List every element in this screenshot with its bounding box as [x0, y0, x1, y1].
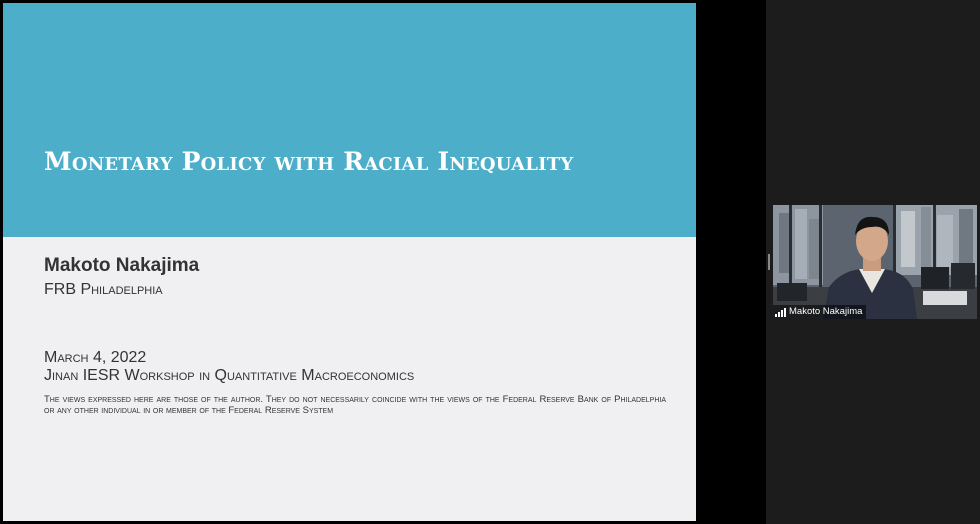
participant-video-feed [773, 205, 977, 319]
title-banner [3, 3, 696, 237]
participant-video-tile[interactable] [773, 205, 977, 319]
slide-title: Monetary Policy with Racial Inequality [44, 147, 574, 176]
slide-workshop: Jinan IESR Workshop in Quantitative Macroeconomics [44, 367, 415, 384]
participant-name: Makoto Nakajima [789, 306, 863, 317]
slide-disclaimer: The views expressed here are those of the author. They do not necessarily coincide with the views of the Federal Reserve Bank of Philadelphia or any other individual in or member of the Federal Reserve System [44, 394, 666, 416]
participant-name-tag [773, 305, 866, 319]
slide-date: March 4, 2022 [44, 349, 147, 366]
slide-author: Makoto Nakajima [44, 255, 200, 276]
signal-bars-icon [775, 308, 786, 317]
panel-resize-handle[interactable] [768, 254, 770, 270]
slide-affiliation: FRB Philadelphia [44, 281, 163, 298]
presentation-slide [3, 3, 696, 521]
